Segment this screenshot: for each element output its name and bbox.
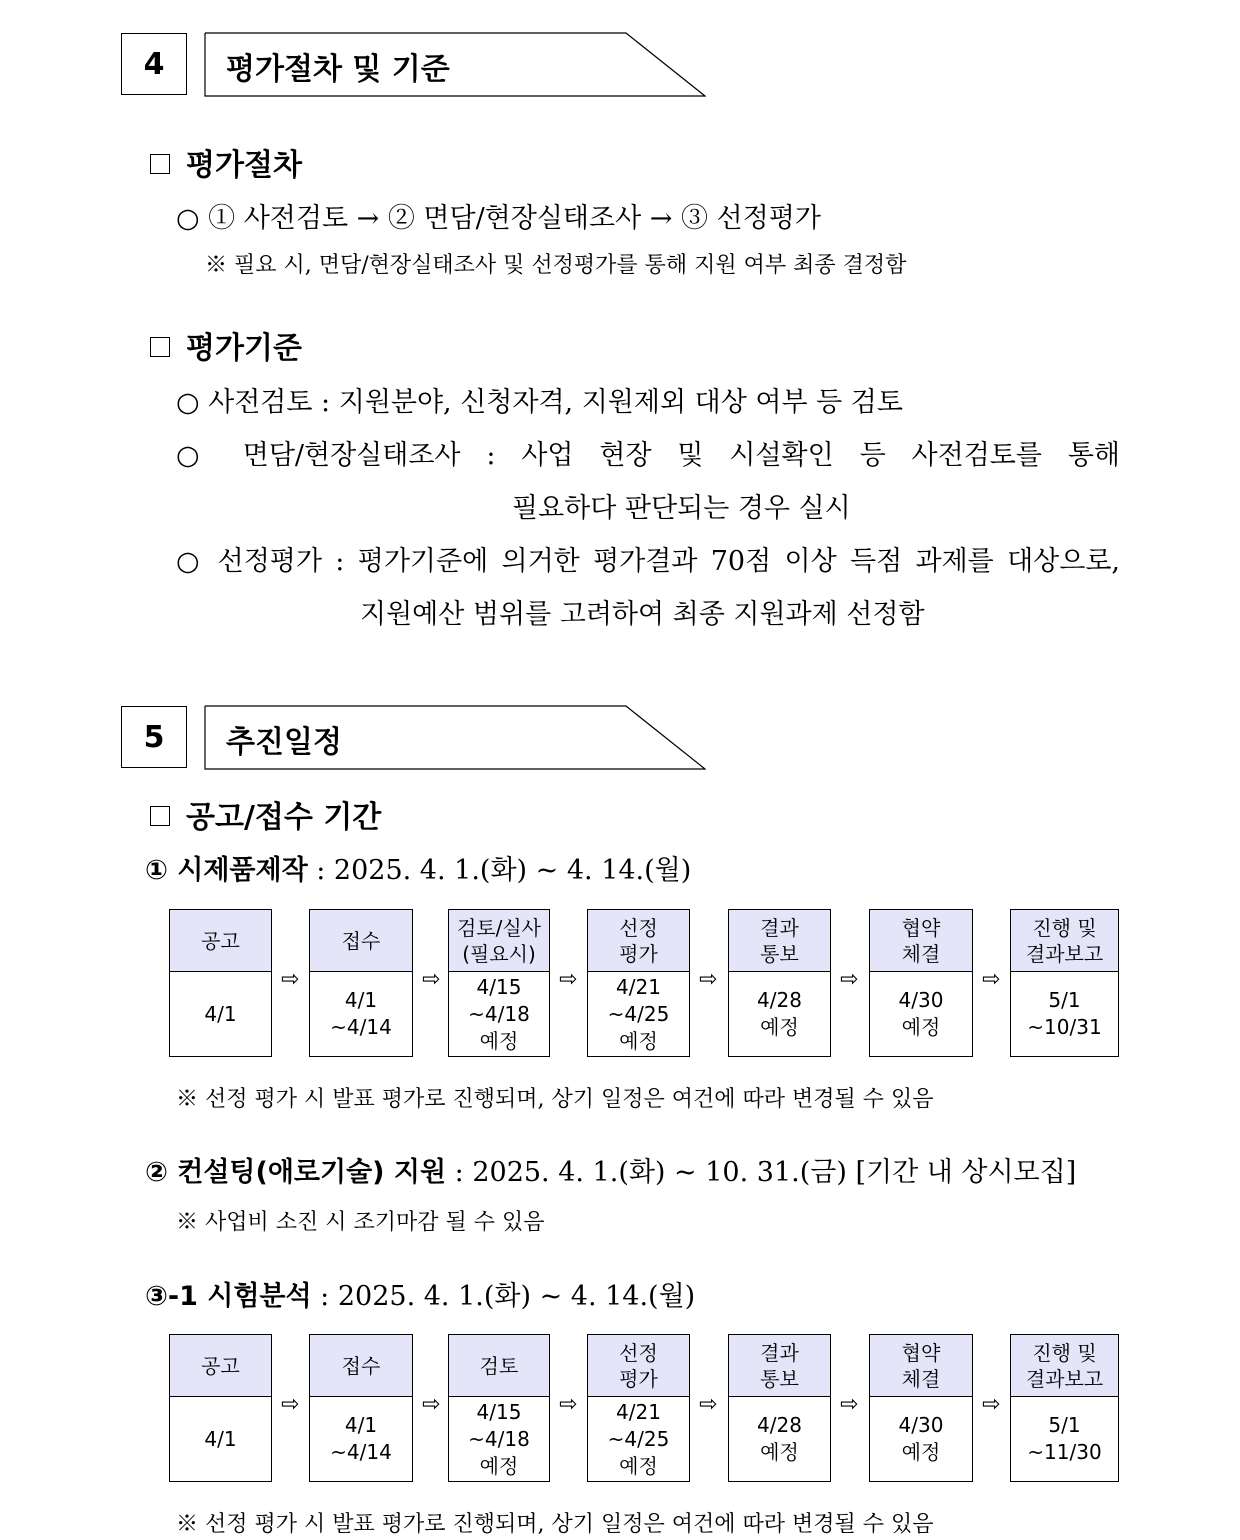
procedure-heading-text: 평가절차 (186, 148, 302, 183)
flow-step-date: 4/21 ~4/25 예정 (607, 974, 670, 1053)
flow-step-head: 선정 평가 (588, 1335, 689, 1397)
flow-arrow-icon: ⇨ (699, 1392, 718, 1417)
flow-step-date: 4/28 예정 (757, 988, 802, 1039)
flow-arrow-icon: ⇨ (840, 967, 859, 992)
flow-step-head: 결과 통보 (729, 910, 830, 972)
procedure-note: ※ 필요 시, 면담/현장실태조사 및 선정평가를 통해 지원 여부 최종 결정함 (205, 253, 907, 278)
flow-step (448, 1334, 550, 1482)
flow-chart-1 (169, 909, 1121, 1057)
flow-step (309, 1334, 413, 1482)
flow-step (587, 1334, 690, 1482)
schedule-item-3 (145, 1274, 695, 1313)
flow-step-date: 5/1 ~11/30 (1027, 1413, 1102, 1464)
flow-arrow-icon: ⇨ (559, 1392, 578, 1417)
criteria-heading (150, 323, 302, 367)
flow-step (169, 1334, 272, 1482)
procedure-heading (150, 140, 302, 184)
schedule-item-2-label: ② 컨설팅(애로기술) 지원 (145, 1157, 447, 1188)
flow-arrow-icon: ⇨ (281, 1392, 300, 1417)
section-title-5: 추진일정 (226, 725, 342, 760)
flow-step-date: 4/30 예정 (898, 988, 944, 1039)
flow-step-date: 4/21 ~4/25 예정 (607, 1399, 670, 1478)
flow-step-head: 공고 (170, 1335, 271, 1397)
criteria-item-1: ○ 사전검토 : 지원분야, 신청자격, 지원제외 대상 여부 등 검토 (176, 387, 903, 418)
flow-step (869, 1334, 973, 1482)
criteria-item-2: ○ 면담/현장실태조사 : 사업 현장 및 시설확인 등 사전검토를 통해 (176, 440, 1120, 471)
section-title-box-5 (204, 705, 706, 771)
flow-step-head: 접수 (310, 1335, 412, 1397)
section-title-box-4 (204, 32, 706, 98)
flow-arrow-icon: ⇨ (840, 1392, 859, 1417)
flow-step-head: 접수 (310, 910, 412, 972)
flow-step (169, 909, 272, 1057)
flow-step (448, 909, 550, 1057)
flow-step (309, 909, 413, 1057)
flow-arrow-icon: ⇨ (982, 967, 1001, 992)
flow-step-head: 진행 및 결과보고 (1011, 910, 1118, 972)
schedule-heading-text: 공고/접수 기간 (186, 800, 382, 835)
section-number-4: 4 (121, 33, 187, 95)
flow-step-date: 4/15 ~4/18 예정 (468, 974, 530, 1053)
criteria-item-3-cont: 지원예산 범위를 고려하여 최종 지원과제 선정함 (360, 599, 925, 630)
flow-step-date: 4/1 ~4/14 (330, 1413, 392, 1464)
flow-step-date: 4/1 ~4/14 (330, 988, 392, 1039)
schedule-heading (150, 792, 381, 836)
flow-step-head: 진행 및 결과보고 (1011, 1335, 1118, 1397)
square-bullet-icon (150, 337, 170, 357)
flow-step (869, 909, 973, 1057)
schedule-item-3-period: : 2025. 4. 1.(화) ~ 4. 14.(월) (311, 1281, 696, 1312)
schedule-item-2-note: ※ 사업비 소진 시 조기마감 될 수 있음 (176, 1210, 545, 1235)
flow-step-date: 4/15 ~4/18 예정 (468, 1399, 530, 1478)
criteria-item-3: ○ 선정평가 : 평가기준에 의거한 평가결과 70점 이상 득점 과제를 대상으로, (176, 546, 1120, 577)
criteria-heading-text: 평가기준 (186, 331, 302, 366)
schedule-item-1 (145, 848, 691, 887)
schedule-item-1-note: ※ 선정 평가 시 발표 평가로 진행되며, 상기 일정은 여건에 따라 변경될 수 있음 (176, 1087, 934, 1112)
schedule-item-1-label: ① 시제품제작 (145, 855, 308, 886)
procedure-line: ○ ① 사전검토 → ② 면담/현장실태조사 → ③ 선정평가 (176, 203, 821, 234)
flow-step (728, 1334, 831, 1482)
flow-step-head: 협약 체결 (870, 910, 972, 972)
flow-step-date: 4/1 (204, 1426, 237, 1451)
flow-step-head: 공고 (170, 910, 271, 972)
flow-step-date: 4/1 (204, 1001, 237, 1026)
flow-step-head: 검토 (449, 1335, 549, 1397)
schedule-item-2 (145, 1150, 1076, 1189)
square-bullet-icon (150, 154, 170, 174)
flow-arrow-icon: ⇨ (422, 967, 441, 992)
flow-arrow-icon: ⇨ (559, 967, 578, 992)
flow-step-head: 협약 체결 (870, 1335, 972, 1397)
schedule-item-3-label: ③-1 시험분석 (145, 1281, 312, 1312)
square-bullet-icon (150, 806, 170, 826)
flow-step (587, 909, 690, 1057)
flow-step-head: 결과 통보 (729, 1335, 830, 1397)
schedule-item-2-period: : 2025. 4. 1.(화) ~ 10. 31.(금) [기간 내 상시모집] (446, 1157, 1077, 1188)
schedule-item-3-note: ※ 선정 평가 시 발표 평가로 진행되며, 상기 일정은 여건에 따라 변경될 수 있음 (176, 1512, 934, 1537)
flow-step-date: 5/1 ~10/31 (1027, 988, 1102, 1039)
schedule-item-1-period: : 2025. 4. 1.(화) ~ 4. 14.(월) (307, 855, 692, 886)
flow-arrow-icon: ⇨ (982, 1392, 1001, 1417)
flow-step (728, 909, 831, 1057)
flow-arrow-icon: ⇨ (281, 967, 300, 992)
section-title-4: 평가절차 및 기준 (226, 52, 450, 87)
flow-arrow-icon: ⇨ (699, 967, 718, 992)
section-number-5: 5 (121, 706, 187, 768)
flow-step (1010, 1334, 1119, 1482)
flow-step-head: 선정 평가 (588, 910, 689, 972)
flow-step-date: 4/28 예정 (757, 1413, 802, 1464)
flow-step (1010, 909, 1119, 1057)
flow-arrow-icon: ⇨ (422, 1392, 441, 1417)
criteria-item-2-cont: 필요하다 판단되는 경우 실시 (512, 493, 851, 524)
flow-step-head: 검토/실사 (필요시) (449, 910, 549, 972)
flow-chart-3 (169, 1334, 1121, 1482)
flow-step-date: 4/30 예정 (898, 1413, 944, 1464)
